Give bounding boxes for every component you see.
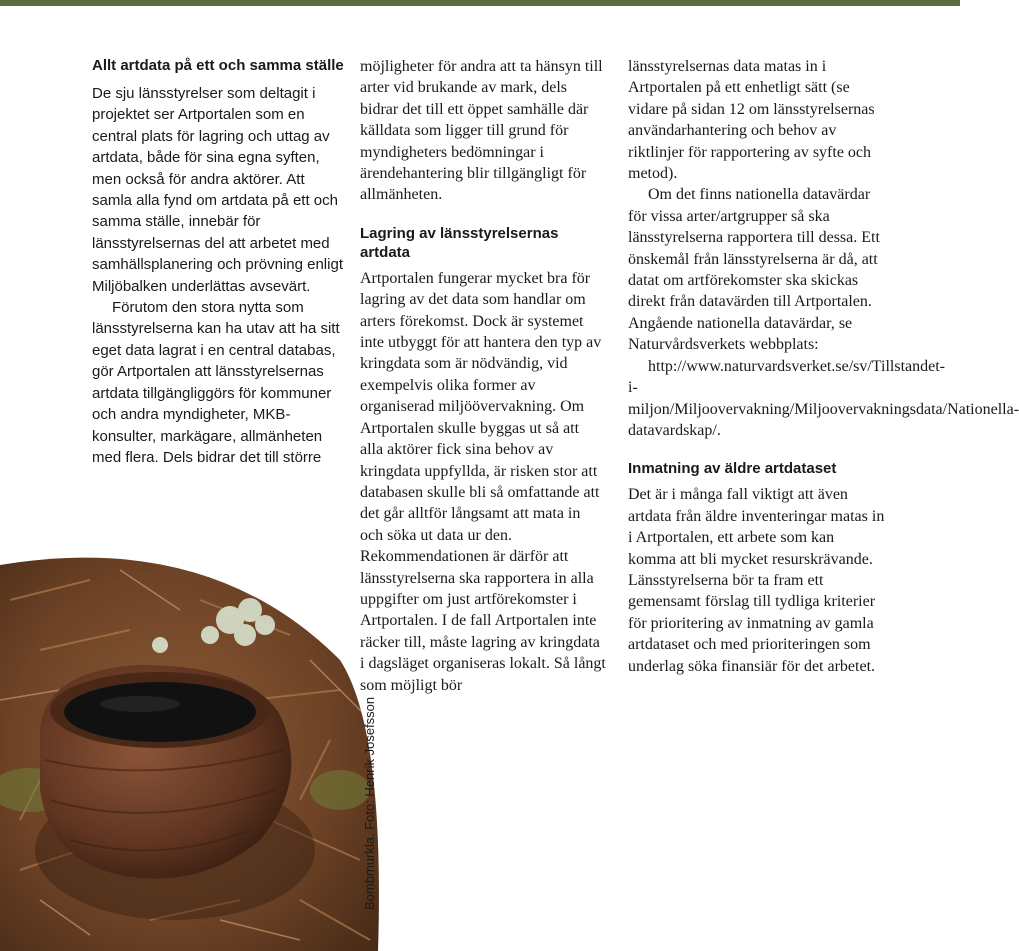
paragraph-text: Om det finns nationella datavärdar för vissa arter/artgrupper så ska länsstyrelserna rapportera till dessa. Ett önskemål från länsstyrelserna är då, att datat om artförekomster ska skickas direkt från datavärden till Artportalen. Angående nationella datavärdar, se Naturvårdsverkets webbplats: bbox=[628, 186, 880, 354]
naturvardsverket-link[interactable]: http://www.naturvardsverket.se/sv/Tillstandet-i-miljon/Miljoovervakning/Miljoovervakningsdata/Nationella-datavardskap/. bbox=[628, 357, 1019, 439]
paragraph: Det är i många fall viktigt att även artdata från äldre inventeringar matas in i Artportalen, ett arbete som kan komma att bli mycket resurskrävande. Länsstyrelserna bör ta fram ett gemensamt förslag till tydliga kriterier för prioritering av inmatning av gamla artdataset och med prioriteringen som underlag söka finansiär för det arbetet. bbox=[628, 486, 885, 675]
bombmurkla-photo bbox=[0, 540, 380, 951]
column-1 bbox=[92, 56, 344, 468]
section-heading-allt-artdata: Allt artdata på ett och samma ställe bbox=[92, 57, 344, 74]
paragraph: Förutom den stora nytta som länsstyrelserna kan ha utav att ha sitt eget data lagrat i en central databas, gör Artportalen att länsstyrelsernas artdata tillgängliggörs för kommuner och andra myndigheter, MKB-konsulter, markägare, allmänheten med flera. Dels bidrar det till större bbox=[92, 299, 340, 466]
paragraph: Artportalen fungerar mycket bra för lagring av det data som handlar om arters förekomst. Dock är systemet inte utbyggt för att hantera den typ av kringdata som är nödvändig, vid exempelvis olika former av organiserad miljöövervakning. Om Artportalen skulle byggas ut så att alla aktörer fick sina behov av kringdata uppfyllda, är risken stor att databasen skulle bli så omfattande att det går alltför långsamt att mata in och söka ut data ur den. Rekommendationen är därför att länsstyrelserna ska rapportera in alla uppgifter om just artförekomster i Artportalen. I de fall Artportalen inte räcker till, måste lagring av kringdata i dagsläget organiseras lokalt. Så långt som möjligt bör bbox=[360, 269, 606, 694]
column-2 bbox=[360, 56, 606, 696]
paragraph: länsstyrelsernas data matas in i Artportalen på ett enhetligt sätt (se vidare på sidan 12 om länsstyrelsernas användarhantering och behov av riktlinjer för rapportering av syfte och metod). bbox=[628, 58, 875, 183]
paragraph bbox=[628, 184, 1019, 441]
photo-caption: Bombmurkla. Foto: Henrik Josefsson bbox=[362, 696, 377, 910]
section-heading-lagring: Lagring av länsstyrelsernas artdata bbox=[360, 224, 559, 261]
column-3 bbox=[628, 56, 1019, 677]
photo-illustration bbox=[0, 540, 380, 951]
section-heading-inmatning: Inmatning av äldre artdataset bbox=[628, 460, 837, 478]
paragraph: De sju länsstyrelser som deltagit i projektet ser Artportalen som en central plats för lagring och uttag av artdata, både för sina egna syften, men också för andra aktörer. Att samla alla fynd om artdata på ett och samma ställe, innebär för länsstyrelsernas del att arbetet med samhällsplanering och prövning enligt Miljöbalken underlättas avsevärt. bbox=[92, 85, 343, 295]
top-accent-bar bbox=[0, 0, 960, 6]
paragraph: möjligheter för andra att ta hänsyn till arter vid brukande av mark, dels bidrar det till ett öppet samhälle där källdata som ligger till grund för myndigheters bedömningar i ärendehantering blir tillgängligt för allmänheten. bbox=[360, 58, 603, 204]
